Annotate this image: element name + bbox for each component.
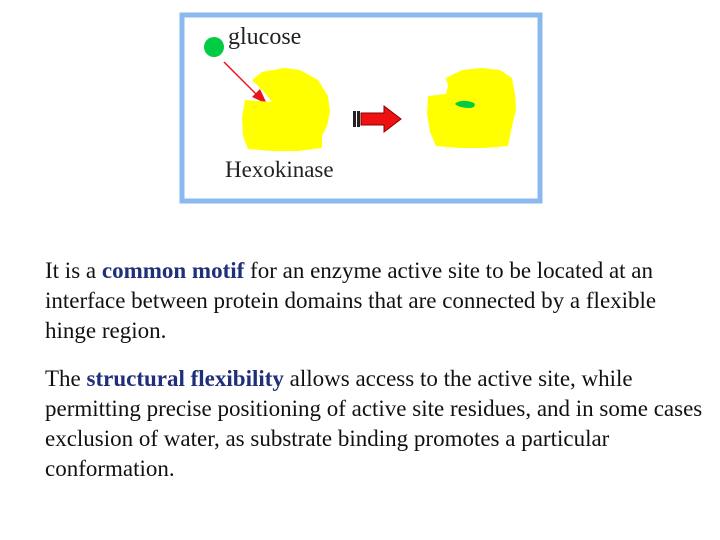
paragraph-2-lead: The [45, 366, 87, 391]
reaction-arrow-tail [353, 111, 356, 127]
paragraph-1-lead: It is a [45, 258, 102, 283]
paragraph-2-body: allows access to the active site, while permitting precise positioning of active site residues, and in some cases exclusion of water, as substrate binding promotes a particular conformation. [45, 366, 703, 481]
hinge-motif-paragraph [45, 256, 705, 346]
hexokinase-diagram [0, 0, 720, 250]
glucose-label: glucose [228, 24, 302, 50]
paragraph-1-body: for an enzyme active site to be located at an interface between protein domains that are connected by a flexible hinge region. [45, 258, 657, 343]
term-structural-flexibility: structural flexibility [86, 366, 284, 391]
open-hexokinase-shape [242, 68, 330, 151]
hexokinase-label: Hexokinase [225, 157, 334, 182]
reaction-arrow-tail [357, 111, 360, 127]
term-common-motif: common motif [101, 258, 245, 283]
glucose-molecule [204, 37, 224, 57]
flexibility-paragraph [45, 364, 705, 484]
